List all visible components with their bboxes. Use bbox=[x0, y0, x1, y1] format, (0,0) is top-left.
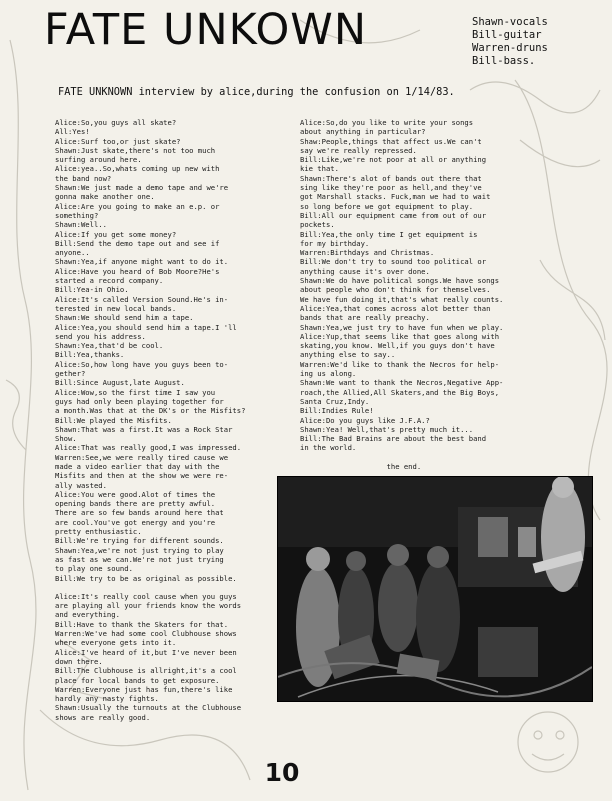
band-live-photo bbox=[277, 476, 593, 702]
interview-line: Shawn:Yea,we're not just trying to play bbox=[55, 545, 224, 555]
interview-line: ing us along. bbox=[300, 369, 357, 379]
interview-line: Alice:So,you guys all skate? bbox=[55, 118, 177, 127]
interview-intro: FATE UNKNOWN interview by alice,during the confusion on 1/14/83. bbox=[58, 86, 455, 98]
interview-line: Alice:If you get some money? bbox=[55, 229, 177, 239]
interview-line: to play one sound. bbox=[55, 564, 133, 574]
interview-line: place for local bands to get exposure. bbox=[55, 675, 220, 685]
interview-line: terested in new local bands. bbox=[55, 303, 177, 313]
interview-line: for my birthday. bbox=[300, 238, 370, 248]
interview-line: Bill:Yea,the only time I get equipment is bbox=[300, 229, 478, 239]
interview-line: the end. bbox=[300, 461, 422, 471]
interview-line: are cool.You've got energy and you're bbox=[55, 517, 216, 527]
interview-line: Alice:Yup,that seems like that goes along with bbox=[300, 331, 500, 341]
interview-column-right bbox=[300, 118, 520, 471]
interview-line: pretty enthusiastic. bbox=[55, 527, 142, 537]
interview-line: Alice:That was really good,I was impressed. bbox=[55, 443, 242, 453]
interview-line: Bill:Indies Rule! bbox=[300, 406, 374, 416]
interview-line: Bill:We try to be as original as possible. bbox=[55, 573, 237, 583]
interview-line: Shawn:Yea! Well,that's pretty much it... bbox=[300, 424, 474, 434]
interview-line: sing like they're poor as hell,and they've bbox=[300, 183, 482, 193]
interview-line: Shawn:Just skate,there's not too much bbox=[55, 145, 216, 155]
interview-line: Santa Cruz,Indy. bbox=[300, 396, 370, 406]
interview-line: ally wasted. bbox=[55, 480, 107, 490]
interview-line: Shawn:We do have political songs.We have songs bbox=[300, 276, 500, 286]
interview-line: Alice:You were good.Alot of times the bbox=[55, 489, 216, 499]
interview-line: Show. bbox=[55, 434, 77, 444]
interview-line: Shawn:Yea,that'd be cool. bbox=[55, 341, 164, 351]
interview-line: Alice:Surf too,or just skate? bbox=[55, 136, 181, 146]
interview-line: about anything in particular? bbox=[300, 127, 426, 137]
interview-line: Shawn:That was a first.It was a Rock Star bbox=[55, 424, 233, 434]
interview-line: Bill:Yea-in Ohio. bbox=[55, 285, 129, 295]
interview-line: Shawn:Yea,if anyone might want to do it. bbox=[55, 257, 229, 267]
interview-line: Bill:Have to thank the Skaters for that. bbox=[55, 619, 229, 629]
interview-line: Misfits and then at the show we were re- bbox=[55, 471, 229, 481]
interview-line: Alice:I've heard of it,but I've never been bbox=[55, 647, 237, 657]
lineup-member: Bill-bass. bbox=[472, 55, 536, 67]
interview-line: started a record company. bbox=[55, 276, 164, 286]
interview-line: Alice:Yea,you should send him a tape.I 'll bbox=[55, 322, 237, 332]
interview-column-left bbox=[55, 118, 277, 722]
interview-line: Bill:We don't try to sound too political or bbox=[300, 257, 487, 267]
interview-line: anything cause it's over done. bbox=[300, 266, 430, 276]
interview-line: bands that are really preachy. bbox=[300, 313, 430, 323]
interview-line: Alice:yea..So,whats coming up new with bbox=[55, 164, 220, 174]
interview-line: There are so few bands around here that bbox=[55, 508, 224, 518]
lineup-member: Warren-druns bbox=[472, 42, 548, 54]
interview-line: Bill:We played the Misfits. bbox=[55, 415, 172, 425]
interview-line: Alice:Are you going to make an e.p. or bbox=[55, 201, 220, 211]
interview-line: hardly any nasty fights. bbox=[55, 694, 159, 704]
interview-line: opening bands there are pretty awful. bbox=[55, 499, 216, 509]
interview-line: Shawn:There's alot of bands out there that bbox=[300, 173, 482, 183]
interview-line: Alice:Do you guys like J.F.A.? bbox=[300, 415, 430, 425]
interview-line: pockets. bbox=[300, 220, 335, 230]
interview-line: Bill:The Bad Brains are about the best band bbox=[300, 434, 487, 444]
interview-line: and everything. bbox=[55, 610, 120, 620]
interview-line: Shawn:Usually the turnouts at the Clubhouse bbox=[55, 703, 242, 713]
interview-line: Warren:Birthdays and Christmas. bbox=[300, 248, 435, 258]
interview-line: Bill:Send the demo tape out and see if bbox=[55, 238, 220, 248]
interview-line: send you his address. bbox=[55, 331, 146, 341]
interview-line: Alice:Wow,so the first time I saw you bbox=[55, 387, 216, 397]
interview-line: Warren:We'd like to thank the Necros for help- bbox=[300, 359, 500, 369]
interview-line: Alice:Have you heard of Bob Moore?He's bbox=[55, 266, 220, 276]
interview-line: Bill:The Clubhouse is allright,it's a cool bbox=[55, 666, 237, 676]
interview-line: All:Yes! bbox=[55, 127, 90, 137]
interview-line: about people who don't think for themselves. bbox=[300, 285, 491, 295]
interview-line: Shawn:We just made a demo tape and we're bbox=[55, 183, 229, 193]
interview-line: Shawn:We want to thank the Necros,Negative App- bbox=[300, 378, 504, 388]
page-number: 10 bbox=[264, 758, 300, 787]
interview-line: Shawn:Yea,we just try to have fun when we play. bbox=[300, 322, 504, 332]
interview-line: skating,you know. Well,if you guys don't have bbox=[300, 341, 495, 351]
interview-line: kie that. bbox=[300, 164, 339, 174]
interview-line: Bill:Since August,late August. bbox=[55, 378, 185, 388]
interview-line: the band now? bbox=[55, 173, 112, 183]
interview-line: so long before we got equipment to play. bbox=[300, 201, 474, 211]
interview-line: Warren:Everyone just has fun,there's like bbox=[55, 684, 233, 694]
interview-line: Bill:Like,we're not poor at all or anything bbox=[300, 155, 487, 165]
interview-line: got Marshall stacks. Fuck,man we had to wait bbox=[300, 192, 491, 202]
interview-line: Alice:So,do you like to write your songs bbox=[300, 118, 474, 127]
interview-line: made a video earlier that day with the bbox=[55, 461, 220, 471]
interview-line: Bill:Yea,thanks. bbox=[55, 350, 125, 360]
interview-line: a month.Was that at the DK's or the Misfits? bbox=[55, 406, 246, 416]
interview-line bbox=[300, 453, 520, 462]
interview-line: Bill:All our equipment came from out of our bbox=[300, 210, 487, 220]
interview-line: in the world. bbox=[300, 443, 357, 453]
interview-line: anyone.. bbox=[55, 248, 90, 258]
interview-line: Bill:We're trying for different sounds. bbox=[55, 536, 224, 546]
interview-line: Warren:We've had some cool Clubhouse shows bbox=[55, 629, 237, 639]
band-headline: FATE UNKOWN bbox=[44, 5, 367, 55]
interview-line: gether? bbox=[55, 369, 86, 379]
interview-line: Shawn:We should send him a tape. bbox=[55, 313, 194, 323]
interview-line: Alice:It's called Version Sound.He's in- bbox=[55, 294, 229, 304]
interview-line: Alice:It's really cool cause when you guys bbox=[55, 591, 237, 601]
interview-line: down there. bbox=[55, 656, 103, 666]
interview-line: Alice:Yea,that comes across alot better than bbox=[300, 303, 491, 313]
interview-line: guys had only been playing together for bbox=[55, 396, 224, 406]
interview-line: are playing all your friends know the words bbox=[55, 601, 242, 611]
interview-line: anything else to say.. bbox=[300, 350, 396, 360]
interview-line: We have fun doing it,that's what really counts. bbox=[300, 294, 504, 304]
band-lineup bbox=[472, 16, 548, 68]
interview-line: roach,the Allied,All Skaters,and the Big Boys, bbox=[300, 387, 500, 397]
interview-line: say we're really repressed. bbox=[300, 145, 417, 155]
interview-line: Warren:See,we were really tired cause we bbox=[55, 452, 229, 462]
interview-line: shows are really good. bbox=[55, 712, 151, 722]
interview-line: surfing around here. bbox=[55, 155, 142, 165]
interview-line: as fast as we can.We're not just trying bbox=[55, 554, 224, 564]
lineup-member: Bill-guitar bbox=[472, 29, 542, 41]
interview-line bbox=[55, 583, 277, 592]
lineup-member: Shawn-vocals bbox=[472, 16, 548, 28]
interview-line: something? bbox=[55, 210, 99, 220]
interview-line: Alice:So,how long have you guys been to- bbox=[55, 359, 229, 369]
interview-line: Shawn:Well.. bbox=[55, 220, 107, 230]
interview-line: where everyone gets into it. bbox=[55, 638, 177, 648]
interview-line: Shaw:People,things that affect us.We can't bbox=[300, 136, 482, 146]
interview-line: gonna make another one. bbox=[55, 192, 155, 202]
